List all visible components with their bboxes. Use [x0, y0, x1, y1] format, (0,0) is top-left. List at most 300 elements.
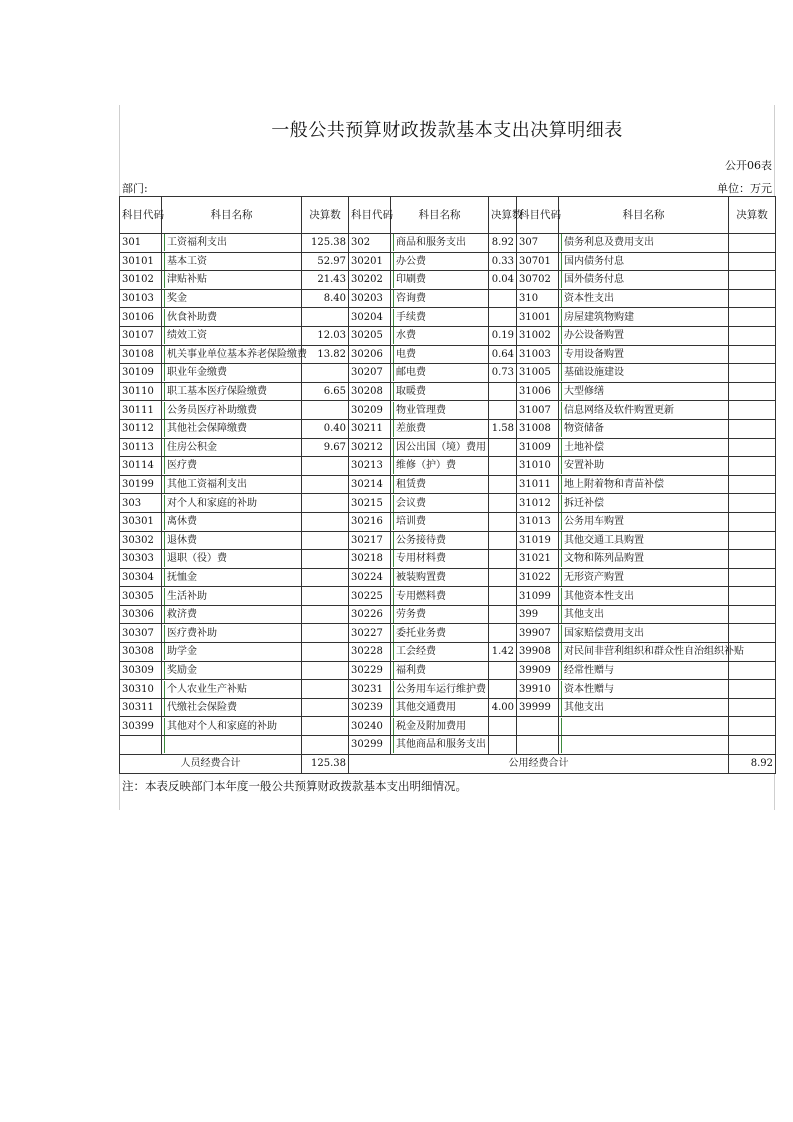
amount-cell	[489, 382, 517, 401]
account-name-text: 土地补偿	[561, 439, 726, 456]
account-name-text: 债务利息及费用支出	[561, 234, 726, 251]
account-name-cell	[391, 531, 489, 550]
account-code-cell: 399	[517, 605, 559, 624]
amount-cell	[489, 717, 517, 736]
amount-cell	[729, 326, 776, 345]
amount-cell	[489, 624, 517, 643]
account-name-text: 津贴补贴	[164, 271, 299, 288]
account-name-text: 其他对个人和家庭的补助	[164, 718, 299, 735]
amount-cell	[729, 438, 776, 457]
amount-cell	[729, 512, 776, 531]
account-code-cell: 30217	[349, 531, 391, 550]
account-code-cell: 301	[120, 234, 162, 253]
account-code-cell: 307	[517, 234, 559, 253]
account-name-text: 救济费	[164, 606, 299, 623]
account-name-text: 奖励金	[164, 662, 299, 679]
account-name-cell	[391, 271, 489, 290]
account-code-cell: 31022	[517, 568, 559, 587]
account-code-cell: 30214	[349, 475, 391, 494]
amount-cell	[489, 680, 517, 699]
account-name-cell	[391, 661, 489, 680]
account-name-cell	[391, 680, 489, 699]
account-code-cell: 30701	[517, 252, 559, 271]
amount-cell	[729, 494, 776, 513]
amount-cell	[729, 568, 776, 587]
account-name-cell	[391, 568, 489, 587]
account-name-cell	[559, 326, 729, 345]
account-name-text: 专用设备购置	[561, 346, 726, 363]
account-code-cell: 30209	[349, 401, 391, 420]
account-name-text: 专用材料费	[393, 550, 486, 567]
account-name-text: 国外债务付息	[561, 271, 726, 288]
account-name-text: 印刷费	[393, 271, 486, 288]
amount-cell	[729, 624, 776, 643]
account-name-cell	[162, 605, 302, 624]
amount-cell	[302, 550, 349, 569]
account-name-text: 其他支出	[561, 606, 726, 623]
amount-cell	[729, 345, 776, 364]
account-name-cell	[391, 494, 489, 513]
table-row	[120, 717, 776, 736]
amount-cell: 52.97	[302, 252, 349, 271]
amount-cell	[729, 698, 776, 717]
account-name-text: 退职（役）费	[164, 550, 299, 567]
account-code-cell: 31003	[517, 345, 559, 364]
account-name-cell	[391, 643, 489, 662]
header-cell: 科目代码	[349, 197, 391, 234]
amount-cell	[302, 475, 349, 494]
table-row	[120, 419, 776, 438]
account-name-text: 国内债务付息	[561, 253, 726, 270]
account-code-cell: 30213	[349, 457, 391, 476]
account-name-cell	[391, 587, 489, 606]
account-name-text: 其他工资福利支出	[164, 476, 299, 493]
account-name-cell	[559, 438, 729, 457]
account-name-cell	[162, 364, 302, 383]
account-name-cell	[391, 419, 489, 438]
account-name-text: 公务用车购置	[561, 513, 726, 530]
header-cell: 科目名称	[559, 197, 729, 234]
account-name-cell	[559, 643, 744, 662]
account-name-text: 资本性赠与	[561, 681, 726, 698]
account-name-cell	[559, 736, 729, 755]
amount-cell	[729, 457, 776, 476]
sheet-bottom-spacer	[119, 796, 775, 810]
amount-cell	[489, 512, 517, 531]
account-name-cell	[391, 234, 489, 253]
amount-cell	[302, 698, 349, 717]
account-name-cell	[162, 419, 302, 438]
account-name-text: 水费	[393, 327, 486, 344]
account-name-cell	[391, 605, 489, 624]
amount-cell	[489, 587, 517, 606]
table-row	[120, 289, 776, 308]
account-name-text: 福利费	[393, 662, 486, 679]
amount-cell	[302, 494, 349, 513]
meta-row	[119, 174, 775, 196]
account-code-cell: 30306	[120, 605, 162, 624]
amount-cell	[729, 587, 776, 606]
account-name-text: 生活补助	[164, 588, 299, 605]
table-row	[120, 531, 776, 550]
account-name-text: 公务接待费	[393, 532, 486, 549]
account-name-cell	[559, 401, 729, 420]
table-row	[120, 550, 776, 569]
table-row	[120, 736, 776, 755]
account-code-cell: 302	[349, 234, 391, 253]
amount-cell	[302, 401, 349, 420]
account-code-cell: 30199	[120, 475, 162, 494]
account-name-cell	[559, 680, 729, 699]
amount-cell: 0.40	[302, 419, 349, 438]
account-code-cell: 30227	[349, 624, 391, 643]
account-code-cell: 30101	[120, 252, 162, 271]
account-name-text: 电费	[393, 346, 486, 363]
amount-cell	[729, 605, 776, 624]
account-code-cell: 30303	[120, 550, 162, 569]
table-row	[120, 587, 776, 606]
account-name-text: 对民间非营利组织和群众性自治组织补贴	[561, 643, 726, 660]
header-cell: 科目代码	[120, 197, 162, 234]
account-name-text: 物资储备	[561, 420, 726, 437]
account-name-cell	[162, 457, 302, 476]
account-code-cell: 39907	[517, 624, 559, 643]
account-name-text	[561, 718, 726, 735]
account-name-text: 医疗费补助	[164, 625, 299, 642]
table-row	[120, 271, 776, 290]
account-name-cell	[162, 326, 302, 345]
account-name-text: 办公设备购置	[561, 327, 726, 344]
table-row	[120, 624, 776, 643]
account-name-cell	[391, 326, 489, 345]
account-name-cell	[559, 624, 729, 643]
account-name-cell	[391, 308, 489, 327]
account-name-text: 工资福利支出	[164, 234, 299, 251]
account-name-cell	[162, 587, 302, 606]
account-name-text: 无形资产购置	[561, 569, 726, 586]
table-code: 公开06表	[725, 159, 772, 172]
amount-cell	[729, 382, 776, 401]
table-code-row	[119, 152, 775, 174]
account-name-cell	[391, 345, 489, 364]
header-cell: 决算数	[729, 197, 776, 234]
account-code-cell: 30102	[120, 271, 162, 290]
account-name-text: 办公费	[393, 253, 486, 270]
account-name-cell	[162, 736, 302, 755]
amount-cell	[729, 308, 776, 327]
amount-cell	[489, 494, 517, 513]
account-code-cell: 30111	[120, 401, 162, 420]
account-name-text: 大型修缮	[561, 383, 726, 400]
account-name-text: 助学金	[164, 643, 299, 660]
title-row	[119, 105, 775, 152]
account-code-cell: 310	[517, 289, 559, 308]
table-row	[120, 364, 776, 383]
amount-cell	[489, 438, 517, 457]
account-name-text: 其他商品和服务支出	[393, 736, 486, 753]
account-name-cell	[559, 457, 729, 476]
account-code-cell: 31011	[517, 475, 559, 494]
account-name-cell	[162, 680, 302, 699]
account-name-cell	[559, 550, 729, 569]
account-code-cell: 31009	[517, 438, 559, 457]
table-note: 注：本表反映部门本年度一般公共预算财政拨款基本支出明细情况。	[122, 778, 467, 793]
account-code-cell: 31001	[517, 308, 559, 327]
account-name-text: 税金及附加费用	[393, 718, 486, 735]
account-code-cell: 31007	[517, 401, 559, 420]
account-name-cell	[162, 271, 302, 290]
account-code-cell: 30225	[349, 587, 391, 606]
account-code-cell: 30206	[349, 345, 391, 364]
account-name-text: 资本性支出	[561, 290, 726, 307]
account-name-text: 维修（护）费	[393, 457, 486, 474]
account-code-cell: 30302	[120, 531, 162, 550]
account-name-text: 个人农业生产补贴	[164, 681, 299, 698]
amount-cell	[729, 680, 776, 699]
account-name-text: 伙食补助费	[164, 309, 299, 326]
account-code-cell: 30107	[120, 326, 162, 345]
header-row	[120, 197, 776, 234]
amount-cell	[729, 661, 776, 680]
account-code-cell: 30301	[120, 512, 162, 531]
amount-cell: 8.40	[302, 289, 349, 308]
table-row	[120, 308, 776, 327]
account-code-cell: 30310	[120, 680, 162, 699]
amount-cell	[302, 736, 349, 755]
header-cell: 决算数	[489, 197, 517, 234]
amount-cell	[489, 550, 517, 569]
account-name-cell	[162, 289, 302, 308]
amount-cell	[729, 271, 776, 290]
amount-cell	[489, 401, 517, 420]
account-name-text: 基础设施建设	[561, 364, 726, 381]
account-name-text: 文物和陈列品购置	[561, 550, 726, 567]
footer-row	[120, 754, 776, 773]
account-name-cell	[391, 550, 489, 569]
table-row	[120, 698, 776, 717]
amount-cell	[302, 680, 349, 699]
amount-cell	[729, 475, 776, 494]
account-name-text: 专用燃料费	[393, 588, 486, 605]
account-name-text: 经常性赠与	[561, 662, 726, 679]
table-row	[120, 457, 776, 476]
account-name-text: 安置补助	[561, 457, 726, 474]
account-code-cell: 39909	[517, 661, 559, 680]
account-code-cell: 31099	[517, 587, 559, 606]
account-name-cell	[391, 475, 489, 494]
account-code-cell: 30309	[120, 661, 162, 680]
account-name-cell	[162, 252, 302, 271]
table-row	[120, 661, 776, 680]
header-cell: 科目名称	[391, 197, 489, 234]
account-name-text: 奖金	[164, 290, 299, 307]
amount-cell	[489, 457, 517, 476]
account-name-text: 抚恤金	[164, 569, 299, 586]
account-name-text: 手续费	[393, 309, 486, 326]
account-name-text: 会议费	[393, 495, 486, 512]
table-row	[120, 382, 776, 401]
table-row	[120, 401, 776, 420]
personnel-total-value: 125.38	[302, 754, 349, 773]
account-code-cell: 30224	[349, 568, 391, 587]
amount-cell	[729, 289, 776, 308]
account-name-text: 离休费	[164, 513, 299, 530]
account-code-cell: 30212	[349, 438, 391, 457]
public-total-label: 公用经费合计	[349, 754, 729, 773]
account-name-cell	[391, 382, 489, 401]
department-label: 部门:	[122, 182, 148, 195]
account-name-cell	[391, 624, 489, 643]
account-name-text: 商品和服务支出	[393, 234, 486, 251]
amount-cell	[489, 736, 517, 755]
account-name-cell	[559, 382, 729, 401]
amount-cell: 0.33	[489, 252, 517, 271]
amount-cell	[302, 364, 349, 383]
account-code-cell: 30299	[349, 736, 391, 755]
account-name-cell	[162, 624, 302, 643]
report-sheet	[119, 105, 775, 810]
account-name-text: 职业年金缴费	[164, 364, 299, 381]
amount-cell: 12.03	[302, 326, 349, 345]
amount-cell	[729, 736, 776, 755]
account-code-cell: 30228	[349, 643, 391, 662]
note-row	[119, 774, 775, 796]
account-name-cell	[559, 698, 729, 717]
account-name-cell	[559, 568, 729, 587]
account-code-cell	[517, 736, 559, 755]
account-name-cell	[559, 531, 729, 550]
account-name-cell	[391, 698, 489, 717]
account-name-cell	[162, 717, 302, 736]
account-code-cell: 39999	[517, 698, 559, 717]
amount-cell	[302, 308, 349, 327]
account-name-cell	[559, 234, 729, 253]
amount-cell	[302, 624, 349, 643]
amount-cell: 21.43	[302, 271, 349, 290]
table-row	[120, 326, 776, 345]
amount-cell: 4.00	[489, 698, 517, 717]
account-name-cell	[162, 512, 302, 531]
header-cell: 科目代码	[517, 197, 559, 234]
account-code-cell: 31013	[517, 512, 559, 531]
account-name-cell	[559, 605, 729, 624]
table-row	[120, 512, 776, 531]
amount-cell: 0.04	[489, 271, 517, 290]
account-name-cell	[391, 252, 489, 271]
account-code-cell: 30205	[349, 326, 391, 345]
account-name-cell	[559, 308, 729, 327]
amount-cell	[489, 661, 517, 680]
account-code-cell: 30203	[349, 289, 391, 308]
table-row	[120, 494, 776, 513]
account-name-text	[561, 736, 726, 753]
amount-cell	[729, 252, 776, 271]
account-name-cell	[162, 345, 307, 364]
account-code-cell: 30112	[120, 419, 162, 438]
account-code-cell: 30207	[349, 364, 391, 383]
account-code-cell: 30109	[120, 364, 162, 383]
account-name-text: 因公出国（境）费用	[393, 439, 486, 456]
account-name-cell	[162, 494, 302, 513]
amount-cell	[302, 661, 349, 680]
amount-cell	[729, 419, 776, 438]
account-code-cell: 31006	[517, 382, 559, 401]
account-name-cell	[559, 252, 729, 271]
amount-cell	[302, 457, 349, 476]
account-code-cell: 30204	[349, 308, 391, 327]
account-name-cell	[162, 698, 302, 717]
amount-cell: 6.65	[302, 382, 349, 401]
account-code-cell: 30240	[349, 717, 391, 736]
expenditure-table	[119, 196, 776, 774]
account-name-text: 医疗费	[164, 457, 299, 474]
account-name-cell	[162, 401, 302, 420]
account-name-text: 其他支出	[561, 699, 726, 716]
account-name-cell	[162, 550, 302, 569]
amount-cell	[302, 643, 349, 662]
account-name-text: 被装购置费	[393, 569, 486, 586]
amount-cell	[729, 234, 776, 253]
account-name-cell	[162, 475, 302, 494]
account-name-text: 租赁费	[393, 476, 486, 493]
account-code-cell: 30702	[517, 271, 559, 290]
account-code-cell: 30216	[349, 512, 391, 531]
account-name-cell	[391, 364, 489, 383]
table-row	[120, 438, 776, 457]
amount-cell: 0.73	[489, 364, 517, 383]
account-name-text: 信息网络及软件购置更新	[561, 402, 726, 419]
amount-cell	[302, 568, 349, 587]
account-name-text: 物业管理费	[393, 402, 486, 419]
page-title: 一般公共预算财政拨款基本支出决算明细表	[271, 119, 623, 141]
account-name-text: 邮电费	[393, 364, 486, 381]
account-code-cell: 303	[120, 494, 162, 513]
account-code-cell	[120, 736, 162, 755]
amount-cell	[729, 717, 776, 736]
account-name-text: 机关事业单位基本养老保险缴费	[164, 346, 299, 363]
account-code-cell: 30305	[120, 587, 162, 606]
public-total-value: 8.92	[729, 754, 776, 773]
account-name-cell	[559, 345, 729, 364]
account-name-text: 住房公积金	[164, 439, 299, 456]
account-code-cell: 31012	[517, 494, 559, 513]
amount-cell	[302, 531, 349, 550]
account-code-cell: 39908	[517, 643, 559, 662]
amount-cell	[302, 512, 349, 531]
account-code-cell: 30229	[349, 661, 391, 680]
account-name-text: 培训费	[393, 513, 486, 530]
account-name-cell	[162, 438, 302, 457]
amount-cell: 9.67	[302, 438, 349, 457]
account-name-cell	[391, 736, 489, 755]
account-name-text: 对个人和家庭的补助	[164, 495, 299, 512]
account-name-cell	[391, 401, 489, 420]
account-name-cell	[162, 661, 302, 680]
account-name-text: 国家赔偿费用支出	[561, 625, 726, 642]
account-name-cell	[559, 512, 729, 531]
account-name-cell	[559, 587, 729, 606]
account-name-cell	[162, 382, 302, 401]
account-name-text: 其他交通费用	[393, 699, 486, 716]
amount-cell: 13.82	[302, 345, 349, 364]
account-name-text: 工会经费	[393, 643, 486, 660]
account-name-cell	[559, 364, 729, 383]
amount-cell	[729, 364, 776, 383]
account-name-cell	[162, 643, 302, 662]
account-code-cell: 30201	[349, 252, 391, 271]
account-name-cell	[559, 289, 729, 308]
table-row	[120, 252, 776, 271]
